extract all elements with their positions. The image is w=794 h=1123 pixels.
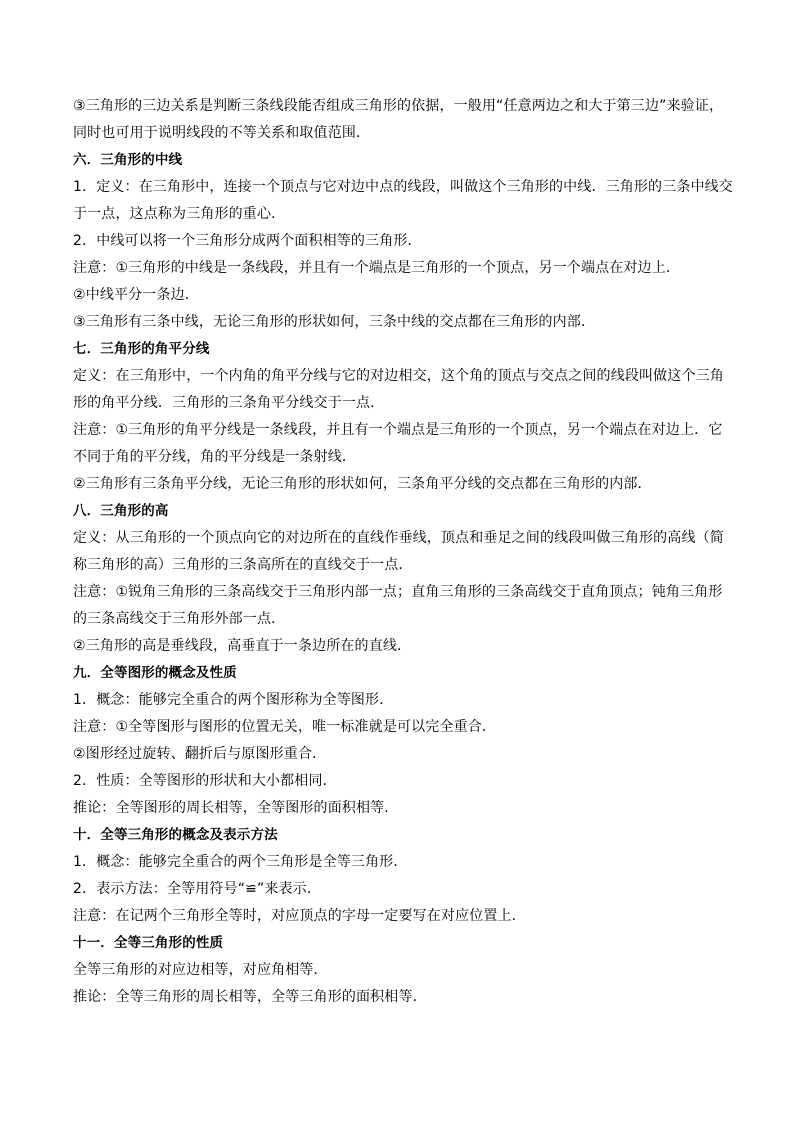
text-line: 注意：①三角形的角平分线是一条线段，并且有一个端点是三角形的一个顶点，另一个端点在对边上．它 — [73, 422, 723, 438]
text-line: 2．表示方法：全等用符号“≌”来表示． — [73, 881, 321, 897]
text-line: 同时也可用于说明线段的不等关系和取值范围． — [73, 125, 371, 141]
text-line: ②图形经过旋转、翻折后与原图形重合． — [73, 746, 327, 762]
text-line: 不同于角的平分线，角的平分线是一条射线． — [73, 449, 356, 465]
section-heading: 十．全等三角形的概念及表示方法 — [73, 827, 278, 843]
text-line: 注意：①全等图形与图形的位置无关，唯一标准就是可以完全重合． — [73, 719, 497, 735]
text-line: 2．性质：全等图形的形状和大小都相同． — [73, 773, 337, 789]
text-line: 2．中线可以将一个三角形分成两个面积相等的三角形． — [73, 233, 422, 249]
text-line: 1．概念：能够完全重合的两个三角形是全等三角形． — [73, 854, 408, 870]
section-heading: 九．全等图形的概念及性质 — [73, 665, 237, 681]
text-line: ②三角形的高是垂线段，高垂直于一条边所在的直线． — [73, 638, 412, 654]
text-line: ②三角形有三条角平分线，无论三角形的形状如何，三条角平分线的交点都在三角形的内部． — [73, 476, 652, 492]
text-line: ③三角形的三边关系是判断三条线段能否组成三角形的依据，一般用“任意两边之和大于第三边”来验证， — [73, 98, 724, 114]
text-line: 称三角形的高）三角形的三条高所在的直线交于一点． — [73, 557, 413, 573]
section-heading: 六．三角形的中线 — [73, 152, 183, 168]
text-line: 于一点，这点称为三角形的重心． — [73, 206, 286, 222]
text-line: ③三角形有三条中线，无论三角形的形状如何，三条中线的交点都在三角形的内部． — [73, 314, 596, 330]
text-line: ②中线平分一条边． — [73, 287, 199, 303]
text-line: 注意：①锐角三角形的三条高线交于三角形内部一点；直角三角形的三条高线交于直角顶点；钝角三角形 — [73, 584, 723, 600]
document-page — [73, 93, 733, 1011]
text-line: 注意：①三角形的中线是一条线段，并且有一个端点是三角形的一个顶点，另一个端点在对边上． — [73, 260, 680, 276]
text-line: 全等三角形的对应边相等，对应角相等． — [73, 962, 328, 978]
text-line: 定义：在三角形中，一个内角的角平分线与它的对边相交，这个角的顶点与交点之间的线段叫做这个三角 — [73, 368, 724, 384]
section-heading: 八．三角形的高 — [73, 503, 169, 519]
text-line: 注意：在记两个三角形全等时，对应顶点的字母一定要写在对应位置上． — [73, 908, 526, 924]
text-line: 1．概念：能够完全重合的两个图形称为全等图形． — [73, 692, 394, 708]
text-line: 定义：从三角形的一个顶点向它的对边所在的直线作垂线，顶点和垂足之间的线段叫做三角形的高线（简 — [73, 530, 724, 546]
text-line: 1．定义：在三角形中，连接一个顶点与它对边中点的线段，叫做这个三角形的中线．三角形的三条中线交 — [73, 179, 733, 195]
text-line: 推论：全等图形的周长相等，全等图形的面积相等． — [73, 800, 399, 816]
text-line: 的三条高线交于三角形外部一点． — [73, 611, 286, 627]
section-heading: 七．三角形的角平分线 — [73, 341, 210, 357]
text-line: 形的角平分线．三角形的三条角平分线交于一点． — [73, 395, 385, 411]
section-heading: 十一．全等三角形的性质 — [73, 935, 224, 951]
text-line: 推论：全等三角形的周长相等，全等三角形的面积相等． — [73, 989, 427, 1005]
